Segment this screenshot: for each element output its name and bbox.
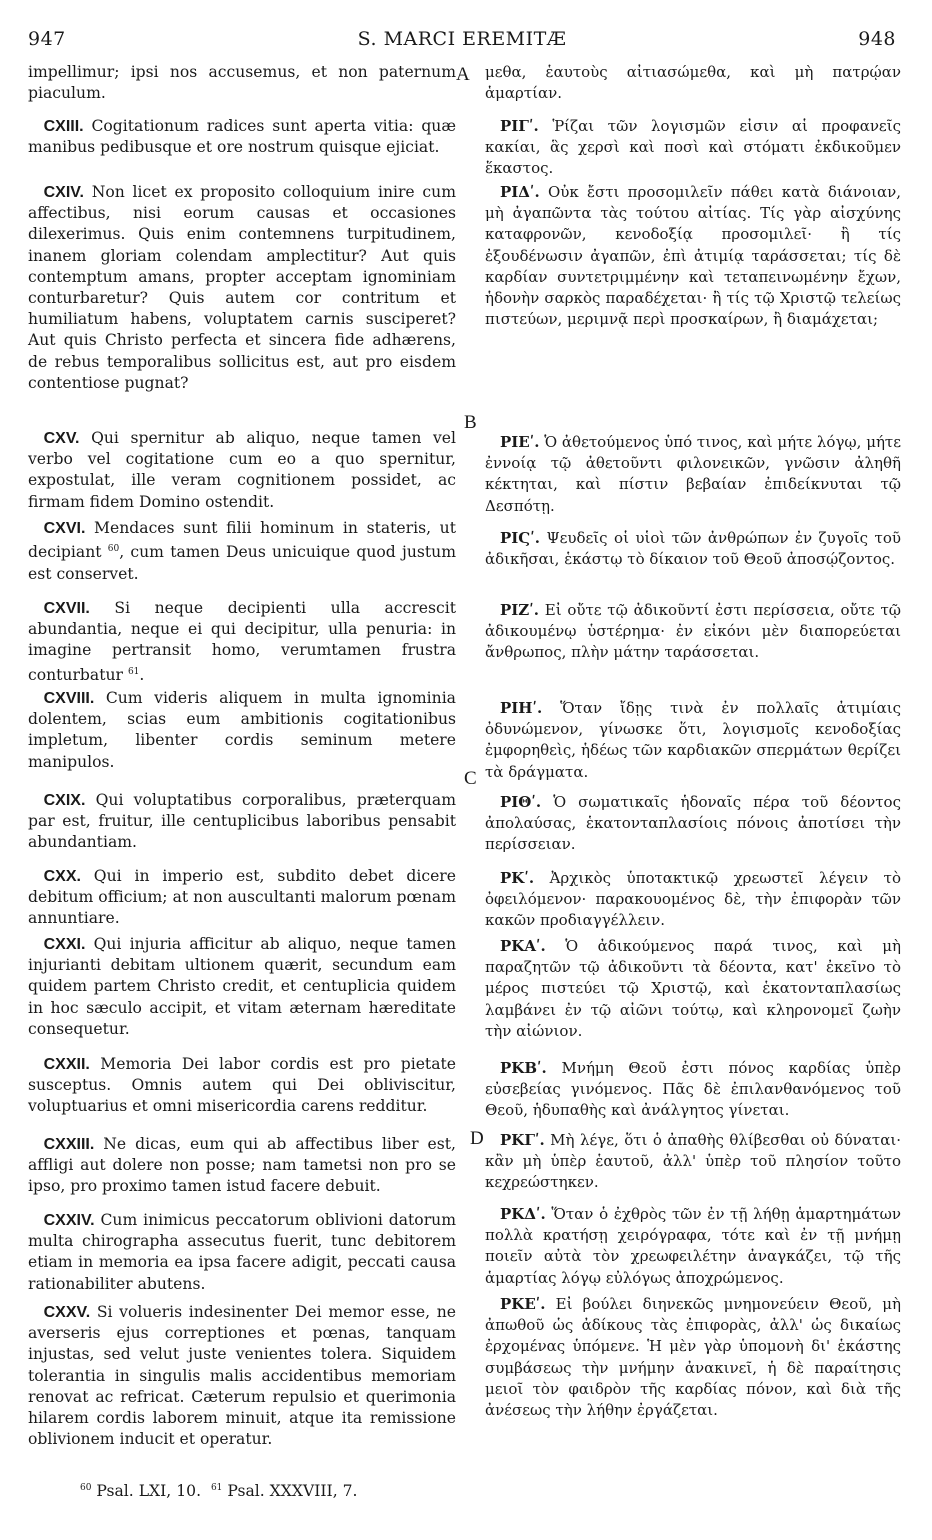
sentence-text: .: [139, 665, 145, 684]
sentence-number: CXIX.: [43, 792, 86, 809]
sentence-number: ΡΙΗʹ.: [500, 699, 543, 717]
greek-sentence-123: [485, 1130, 901, 1194]
sentence-number: CXXII.: [43, 1056, 90, 1073]
sentence-number: ΡΙΘʹ.: [500, 793, 542, 811]
sentence-number: ΡΙΔʹ.: [500, 183, 540, 201]
latin-sentence-115: [28, 428, 456, 513]
sentence-text: Ὁ σωματικαῖς ἡδοναῖς πέρα τοῦ δέοντος ἀπολαύσας, ἑκατονταπλασίοις πόνοις ἀποτίσει τὴν περίσσειαν.: [485, 793, 901, 854]
page-number-left: 947: [28, 28, 66, 50]
greek-sentence-122: [485, 1058, 901, 1122]
sentence-text: Mendaces sunt filii hominum in stateris, ut decipiant: [28, 519, 456, 562]
sentence-number: ΡΚΒʹ.: [500, 1059, 547, 1077]
sentence-number: CXV.: [43, 430, 80, 447]
sentence-number: CXXIV.: [43, 1212, 95, 1229]
footnote-ref-61: 61: [127, 666, 140, 677]
sentence-text: Memoria Dei labor cordis est pro pietate susceptus. Omnis autem qui Dei obliviscitur, voluptuarius et omni misericordia carens redditur.: [28, 1055, 456, 1116]
sentence-text: Ἀρχικὸς ὑποτακτικῷ χρεωστεῖ λέγειν τὸ ὀφειλόμενον· παρακουομένος δὲ, τὴν ἐπιφορὰν τῶν κακῶν προδιαγγέλλειν.: [485, 869, 901, 930]
latin-sentence-118: [28, 688, 456, 773]
sentence-number: ΡΚʹ.: [500, 869, 535, 887]
sentence-text: Qui in imperio est, subdito debet dicere debitum officium; at non auscultanti malorum pœnam annuntiare.: [28, 867, 456, 928]
sentence-number: CXX.: [43, 868, 81, 885]
latin-sentence-121: [28, 934, 456, 1040]
footnotes: [80, 1482, 358, 1500]
latin-continuation: impellimur; ipsi nos accusemus, et non paternum piaculum.: [28, 63, 456, 103]
greek-sentence-116: [485, 528, 901, 570]
greek-sentence-114: [485, 182, 901, 330]
sentence-text: Ὁ ἀδικούμενος παρά τινος, καὶ μὴ παραζητῶν τῷ ἀδικοῦντι τὰ δέοντα, κατ' ἐκεῖνο τὸ μέρος πιστεύει τῷ Χριστῷ, καὶ ἑκατονταπλασίως λαμβάνει ἐν τῷ αἰῶνι τούτῳ, καὶ κληρονομεῖ ζωὴν τὴν αἰώνιον.: [485, 937, 901, 1040]
greek-sentence-115: [485, 432, 901, 517]
margin-letter-b: B: [464, 412, 477, 433]
sentence-number: CXVII.: [43, 600, 90, 617]
greek-sentence-121: [485, 936, 901, 1042]
sentence-number: CXXIII.: [43, 1136, 95, 1153]
greek-sentence-125: [485, 1294, 901, 1421]
latin-sentence-125: [28, 1302, 456, 1450]
latin-sentence-116: [28, 518, 456, 585]
sentence-text: Ῥίζαι τῶν λογισμῶν εἰσιν αἱ προφανεῖς κακίαι, ἃς χερσὶ καὶ ποσὶ καὶ στόματι ἐκδικοῦμεν ἕκαστος.: [485, 117, 901, 178]
latin-sentence-117: [28, 598, 456, 686]
sentence-text: Ne dicas, eum qui ab affectibus liber est, affligi aut dolere non posse; nam tametsi non pro se ipso, pro proximo tamen istud facere debuit.: [28, 1135, 456, 1196]
latin-sentence-122: [28, 1054, 456, 1118]
greek-sentence-119: [485, 792, 901, 856]
latin-sentence-119: [28, 790, 456, 854]
margin-letter-c: C: [464, 768, 477, 789]
latin-sentence-114: [28, 182, 456, 394]
margin-letter-a: A: [456, 64, 470, 85]
sentence-text: Si volueris indesinenter Dei memor esse, ne averseris ejus correptiones et pœnas, tanquam injustas, sed velut juste venientes tolera. Siquidem tolerantia in singulis malis accidentibus memoriam renovat ac refricat. Cæterum repulsio et querimonia hilarem cordis laborem minuit, atque ita remissione oblivionem inducit et operatur.: [28, 1303, 456, 1449]
sentence-number: ΡΚΓʹ.: [500, 1131, 545, 1149]
sentence-text: Qui spernitur ab aliquo, neque tamen vel verbo vel cogitatione cum eo a quo spernitur, expostulat, ille veram cognitionem possidet, ac firmam fidem Domino ostendit.: [28, 429, 456, 511]
latin-sentence-124: [28, 1210, 456, 1295]
greek-sentence-118: [485, 698, 901, 783]
sentence-text: Qui voluptatibus corporalibus, præterquam par est, fruitur, ille centuplicibus laboribus pensabit abundantiam.: [28, 791, 456, 852]
page-number-right: 948: [858, 28, 896, 50]
sentence-number: CXXV.: [43, 1304, 91, 1321]
sentence-text: Οὐκ ἔστι προσομιλεῖν πάθει κατὰ διάνοιαν, μὴ ἀγαπῶντα τὰς τούτου αἰτίας. Τίς γὰρ αἰσχύνης καταφρονῶν, κενοδοξίᾳ προσομιλεῖ· ἢ τίς ἐξουδένωσιν ἀγαπῶν, ἐπὶ ἀτιμίᾳ ταράσσεται; τίς δὲ καρδίαν συντετριμμένην καὶ τεταπεινωμένην ἔχων, ἡδονὴν σαρκὸς παραδέχεται· ἢ τίς τῷ Χριστῷ τελείως πιστεύων, μεριμνᾷ περὶ προσκαίρων, ἢ διαμάχεται;: [485, 183, 901, 329]
sentence-text: Ὅταν ὁ ἐχθρὸς τῶν ἐν τῇ λήθῃ ἁμαρτημάτων πολλὰ κρατήσῃ χειρόγραφα, τότε καὶ ἐν τῇ μνήμῃ ποιεῖν αὐτὰ τὸν χρεωφειλέτην ἀναγκάζει, τῷ τῆς ἁμαρτίας λόγῳ εὐλόγως ἀποχρώμενος.: [485, 1205, 901, 1287]
latin-sentence-120: [28, 866, 456, 930]
footnote-61: Psal. XXXVIII, 7.: [227, 1482, 358, 1500]
sentence-text: Ὅταν ἴδῃς τινὰ ἐν πολλαῖς ἀτιμίαις ὀδυνώμενον, γίνωσκε ὅτι, λογισμοῖς κενοδοξίας ἐμφορηθεὶς, ἡδέως τῶν καρδιακῶν σπερμάτων θερίζει τὰ δράγματα.: [485, 699, 901, 781]
sentence-number: ΡΚΑʹ.: [500, 937, 546, 955]
sentence-number: ΡΙΕʹ.: [500, 433, 540, 451]
sentence-text: Μὴ λέγε, ὅτι ὁ ἀπαθὴς θλίβεσθαι οὐ δύναται· κἂν μὴ ὑπὲρ ἑαυτοῦ, ἀλλ' ὑπὲρ τοῦ πλησίον τοῦτο κεχρεώστηκεν.: [485, 1131, 901, 1192]
footnote-mark-60: 60: [80, 1482, 92, 1493]
footnote-mark-61: 61: [210, 1482, 223, 1493]
sentence-number: ΡΚΔʹ.: [500, 1205, 546, 1223]
sentence-text: Ψευδεῖς οἱ υἱοὶ τῶν ἀνθρώπων ἐν ζυγοῖς τοῦ ἀδικῆσαι, ἑκάστῳ τὸ δίκαιον τοῦ Θεοῦ ἀποσῴζοντος.: [485, 529, 901, 569]
sentence-number: CXXI.: [43, 936, 86, 953]
greek-sentence-117: [485, 600, 901, 664]
margin-letter-d: D: [470, 1128, 484, 1149]
sentence-text: Μνήμη Θεοῦ ἐστι πόνος καρδίας ὑπὲρ εὐσεβείας γινόμενος. Πᾶς δὲ ἐπιλανθανόμενος τοῦ Θεοῦ, ἡδυπαθὴς καὶ ἀνάλγητος γίνεται.: [485, 1059, 901, 1120]
sentence-number: ΡΚΕʹ.: [500, 1295, 546, 1313]
footnote-ref-60: 60: [107, 544, 120, 555]
greek-sentence-113: [485, 116, 901, 180]
sentence-text: Cogitationum radices sunt aperta vitia: quæ manibus pedibusque et ore nostrum quisque ejiciat.: [28, 117, 457, 157]
sentence-number: CXVI.: [43, 520, 86, 537]
greek-sentence-124: [485, 1204, 901, 1289]
greek-continuation: μεθα, ἑαυτοὺς αἰτιασώμεθα, καὶ μὴ πατρῴαν ἁμαρτίαν.: [485, 63, 901, 103]
sentence-number: CXVIII.: [43, 690, 95, 707]
sentence-text: , cum tamen Deus unicuique quod justum est conservet.: [28, 543, 456, 583]
page-header: [28, 28, 896, 56]
running-title: S. MARCI EREMITÆ: [357, 28, 567, 50]
sentence-text: Cum videris aliquem in multa ignominia dolentem, scias eum ambitionis cogitationibus impletum, libenter cordis seminum metere manipulos.: [28, 689, 456, 771]
sentence-text: Εἰ βούλει διηνεκῶς μνημονεύειν Θεοῦ, μὴ ἀπωθοῦ ὡς ἀδίκους τὰς ἐπιφορὰς, ἀλλ' ὡς δικαίως ἐρχομένας ὑπόμενε. Ἡ μὲν γὰρ ὑπομονὴ δι' ἑκάστης συμβάσεως τὴν μνήμην ἀνακινεῖ, ἡ δὲ παραίτησις μειοῖ τὸν φαιδρὸν τῆς καρδίας πόνον, καὶ διὰ τῆς ἀνέσεως τὴν λήθην ἐργάζεται.: [485, 1295, 901, 1420]
sentence-number: ΡΙΓʹ.: [500, 117, 539, 135]
latin-sentence-113: [28, 116, 456, 158]
sentence-number: CXIV.: [43, 184, 84, 201]
footnote-60: Psal. LXI, 10.: [96, 1482, 202, 1500]
sentence-text: Non licet ex proposito colloquium inire cum affectibus, nisi eorum causas et occasiones dilexerimus. Quis enim contemnens turpitudinem, inanem gloriam colendam amplectitur? Aut quis contemptum amans, propter acceptam ignominiam conturbaretur? Quis autem cor contritum et humiliatum habens, voluptatem carnis susciperet? Aut quis Christo perfecta et sincera fide adhærens, de rebus temporalibus sollicitus est, aut pro eisdem contentiose pugnat?: [28, 183, 456, 392]
greek-sentence-120: [485, 868, 901, 932]
sentence-number: CXIII.: [43, 118, 84, 135]
sentence-text: Cum inimicus peccatorum oblivioni datorum multa chirographa assecutus fuerit, tunc debitorem etiam in memoria ea ipsa facere adigit, peccati causa rationabiliter abutens.: [28, 1211, 456, 1293]
sentence-number: ΡΙΖʹ.: [500, 601, 539, 619]
sentence-text: Εἰ οὔτε τῷ ἀδικοῦντί ἐστι περίσσεια, οὔτε τῷ ἀδικουμένῳ ὑστέρημα· ἐν εἰκόνι μὲν διαπορεύεται ἄνθρωπος, πλὴν μάτην ταράσσεται.: [485, 601, 901, 662]
latin-sentence-123: [28, 1134, 456, 1198]
sentence-text: Si neque decipienti ulla accrescit abundantia, neque ei qui decipitur, ulla penuria: in imagine pertransit homo, verumtamen frustra conturbatur: [28, 599, 456, 684]
sentence-number: ΡΙϚʹ.: [500, 529, 540, 547]
sentence-text: Ὁ ἀθετούμενος ὑπό τινος, καὶ μήτε λόγῳ, μήτε ἐννοίᾳ τῷ ἀθετοῦντι φιλονεικῶν, γνῶσιν ἀληθῆ κέκτηται, καὶ πίστιν βεβαίαν ἐπιδείκνυται τῷ Δεσπότῃ.: [485, 433, 901, 515]
sentence-text: Qui injuria afficitur ab aliquo, neque tamen injurianti debitam ultionem quærit, secundum eam quidem partem Christo credit, et centuplicia quidem in hoc sæculo accipit, et vitam æternam hæreditate consequetur.: [28, 935, 456, 1038]
